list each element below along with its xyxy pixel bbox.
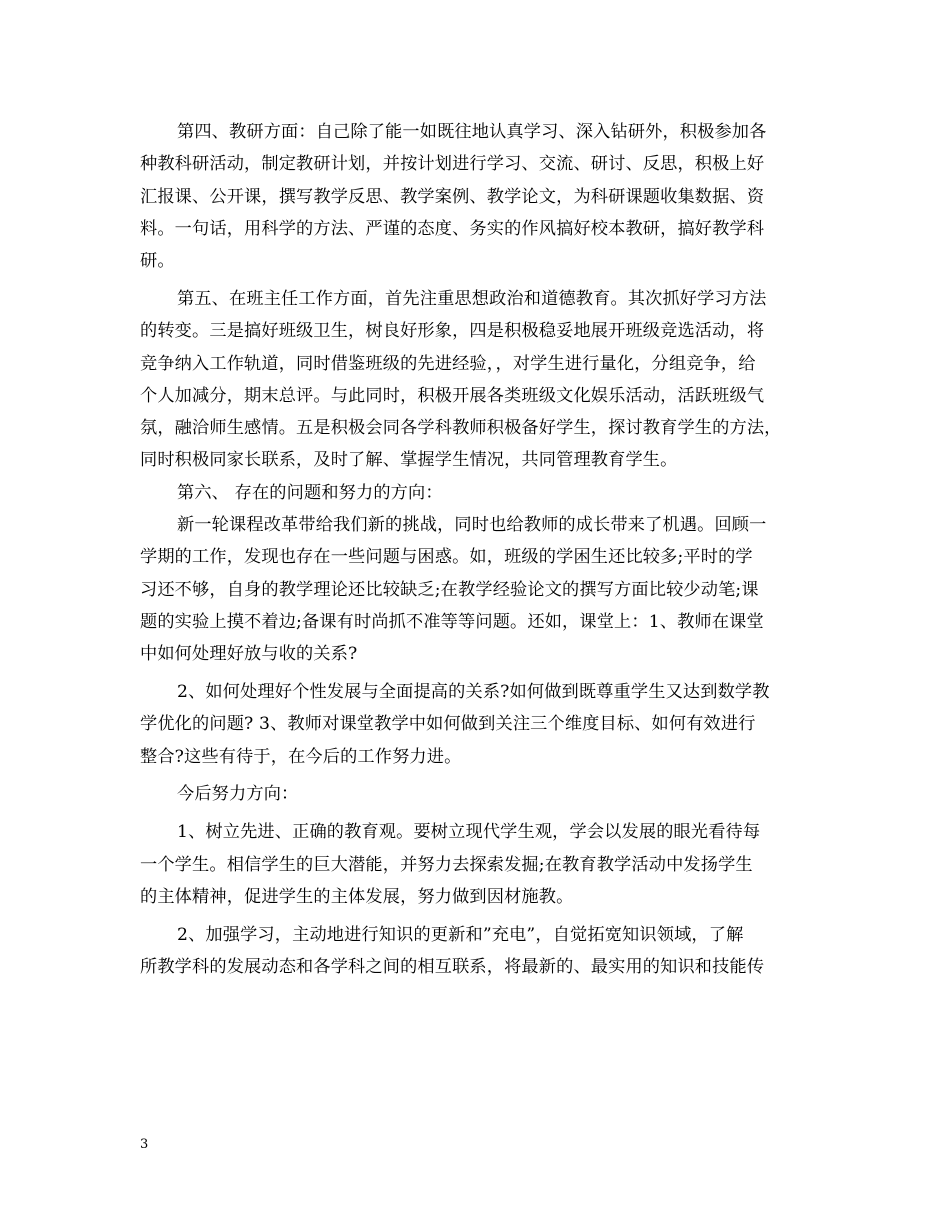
text-line: 个人加减分，期末总评。与此同时，积极开展各类班级文化娱乐活动，活跃班级气: [140, 385, 765, 406]
text-line: 料。一句话，用科学的方法、严谨的态度、务实的作风搞好校本教研，搞好教学科: [140, 218, 765, 239]
text-line: 整合?这些有待于，在今后的工作努力进。: [140, 746, 462, 767]
text-line: 竞争纳入工作轨道，同时借鉴班级的先进经验，，对学生进行量化，分组竞争，给: [140, 353, 756, 374]
text-line: 第五、在班主任工作方面，首先注重思想政治和道德教育。其次抓好学习方法: [177, 288, 767, 309]
text-line: 研。: [140, 251, 175, 272]
text-line: 汇报课、公开课，撰写教学反思、教学案例、教学论文，为科研课题收集数据、资: [140, 186, 765, 207]
text-line: 所教学科的发展动态和各学科之间的相互联系，将最新的、最实用的知识和技能传: [140, 956, 765, 977]
text-line: 题的实验上摸不着边;备课有时尚抓不准等等问题。还如，课堂上：1、教师在课堂: [140, 611, 764, 632]
text-line: 的主体精神，促进学生的主体发展，努力做到因材施教。: [140, 886, 574, 907]
text-line: 一个学生。相信学生的巨大潜能，并努力去探索发掘;在教育教学活动中发扬学生: [140, 854, 753, 875]
text-line: 2、如何处理好个性发展与全面提高的关系?如何做到既尊重学生又达到数学教: [177, 682, 770, 703]
text-line: 种教科研活动，制定教研计划，并按计划进行学习、交流、研讨、反思，积极上好: [140, 154, 765, 175]
text-line: 习还不够，自身的教学理论还比较缺乏;在教学经验论文的撰写方面比较少动笔;课: [140, 579, 759, 600]
text-line: 2、加强学习，主动地进行知识的更新和”充电”，自觉拓宽知识领域，了解: [177, 924, 744, 945]
text-line: 新一轮课程改革带给我们新的挑战，同时也给教师的成长带来了机遇。回顾一: [177, 515, 767, 536]
body-text: [140, 116, 830, 983]
text-line: 第四、教研方面：自己除了能一如既往地认真学习、深入钻研外，积极参加各: [177, 122, 767, 142]
text-line: 的转变。三是搞好班级卫生，树良好形象，四是积极稳妥地展开班级竞选活动，将: [140, 321, 765, 342]
text-line: 同时积极同家长联系，及时了解、掌握学生情况，共同管理教育学生。: [140, 450, 678, 471]
text-line: 学期的工作，发现也存在一些问题与困惑。如，班级的学困生还比较多;平时的学: [140, 547, 753, 568]
text-line: 学优化的问题? 3、教师对课堂教学中如何做到关注三个维度目标、如何有效进行: [140, 714, 756, 735]
text-line: 1、树立先进、正确的教育观。要树立现代学生观，学会以发展的眼光看待每: [177, 822, 761, 843]
text-line: 今后努力方向：: [177, 784, 299, 805]
text-line: 第六、 存在的问题和努力的方向：: [177, 482, 443, 503]
page-number: 3: [140, 1137, 149, 1152]
text-line: 中如何处理好放与收的关系?: [140, 644, 358, 665]
text-line: 氛，融洽师生感情。五是积极会同各学科教师积极备好学生，探讨教育学生的方法，: [140, 418, 782, 439]
